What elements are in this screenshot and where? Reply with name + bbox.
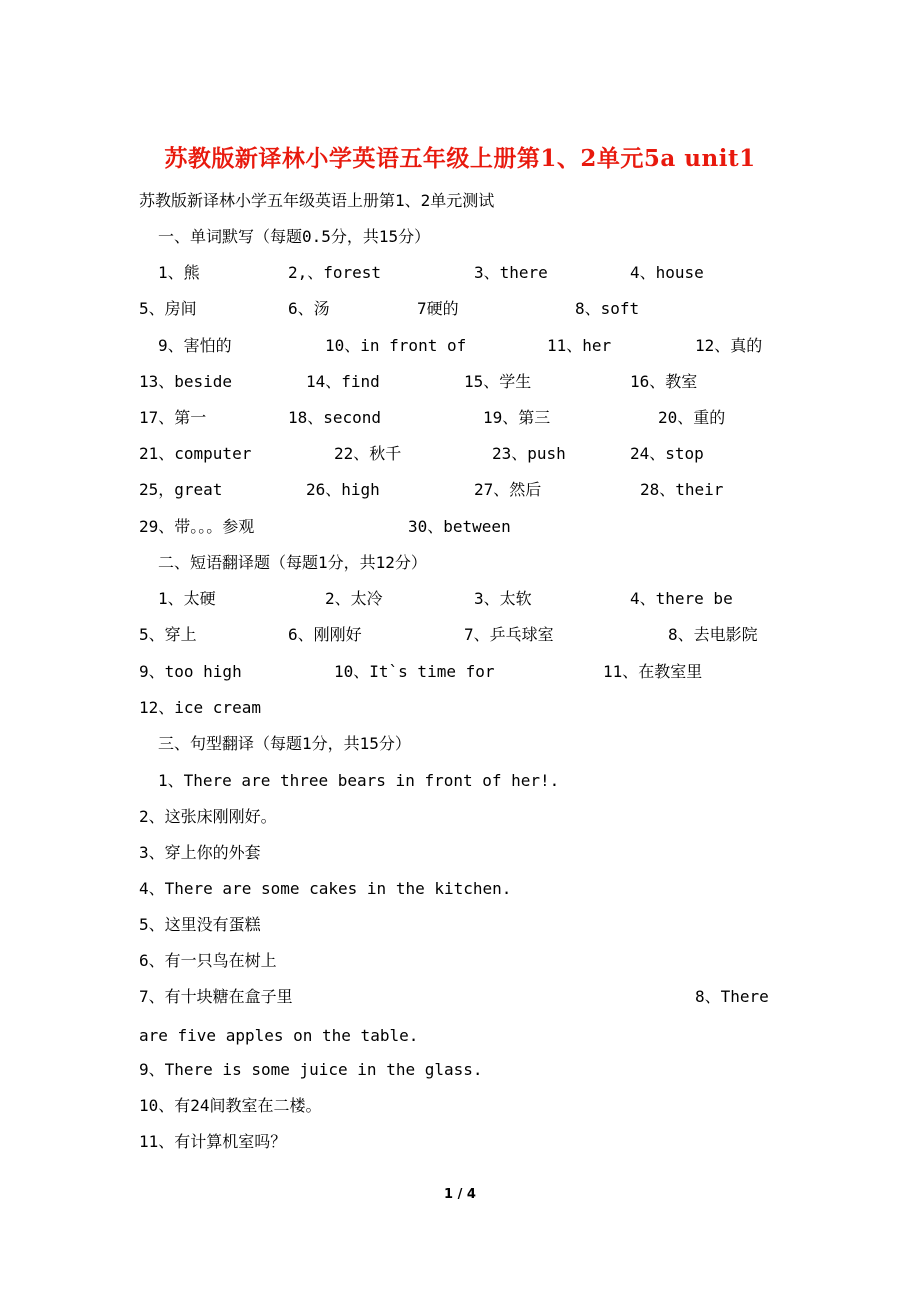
sentence-item: are five apples on the table. <box>139 1026 419 1045</box>
word-item: 29、带。。。参观 <box>139 517 255 536</box>
sentence-item: 11、有计算机室吗？ <box>139 1132 287 1151</box>
sentence-item: 10、有24间教室在二楼。 <box>139 1096 322 1115</box>
phrase-item: 7、乒乓球室 <box>464 625 554 644</box>
word-item: 15、学生 <box>464 372 532 391</box>
word-item: 8、soft <box>575 299 640 318</box>
word-item: 9、害怕的 <box>158 336 232 355</box>
phrase-item: 11、在教室里 <box>603 662 703 681</box>
section-2-heading: 二、短语翻译题（每题1分，共12分） <box>158 553 427 572</box>
phrase-item: 3、太软 <box>474 589 532 608</box>
phrase-item: 10、It`s time for <box>334 662 495 681</box>
phrase-item: 1、太硬 <box>158 589 216 608</box>
word-item: 25，great <box>139 480 223 499</box>
word-item: 23、push <box>492 444 566 463</box>
word-item: 7硬的 <box>417 299 459 318</box>
word-item: 22、秋千 <box>334 444 402 463</box>
word-item: 5、房间 <box>139 299 197 318</box>
word-item: 19、第三 <box>483 408 551 427</box>
word-item: 12、真的 <box>695 336 763 355</box>
sentence-item: 8、There <box>695 987 769 1006</box>
word-item: 16、教室 <box>630 372 698 391</box>
sentence-item: 2、这张床刚刚好。 <box>139 807 277 826</box>
word-item: 13、beside <box>139 372 233 391</box>
word-item: 4、house <box>630 263 704 282</box>
phrase-item: 4、there be <box>630 589 733 608</box>
subtitle: 苏教版新译林小学五年级英语上册第1、2单元测试 <box>139 191 495 210</box>
section-3-heading: 三、句型翻译（每题1分，共15分） <box>158 734 411 753</box>
document-title: 苏教版新译林小学英语五年级上册第1、2单元5a unit1 <box>164 145 756 172</box>
word-item: 17、第一 <box>139 408 207 427</box>
word-item: 2,、forest <box>288 263 382 282</box>
word-item: 6、汤 <box>288 299 330 318</box>
word-item: 18、second <box>288 408 382 427</box>
word-item: 20、重的 <box>658 408 726 427</box>
phrase-item: 9、too high <box>139 662 242 681</box>
page-number: 1 / 4 <box>444 1187 476 1202</box>
word-item: 14、find <box>306 372 380 391</box>
phrase-item: 2、太冷 <box>325 589 383 608</box>
word-item: 11、her <box>547 336 612 355</box>
sentence-item: 4、There are some cakes in the kitchen. <box>139 879 512 898</box>
word-item: 26、high <box>306 480 380 499</box>
sentence-item: 9、There is some juice in the glass. <box>139 1060 483 1079</box>
word-item: 3、there <box>474 263 548 282</box>
phrase-item: 8、去电影院 <box>668 625 758 644</box>
sentence-item: 1、There are three bears in front of her!. <box>158 771 560 790</box>
phrase-item: 5、穿上 <box>139 625 197 644</box>
word-item: 24、stop <box>630 444 704 463</box>
sentence-item: 7、有十块糖在盒子里 <box>139 987 293 1006</box>
sentence-item: 5、这里没有蛋糕 <box>139 915 261 934</box>
word-item: 28、their <box>640 480 724 499</box>
word-item: 21、computer <box>139 444 252 463</box>
word-item: 30、between <box>408 517 511 536</box>
phrase-item: 6、刚刚好 <box>288 625 362 644</box>
section-1-heading: 一、单词默写（每题0.5分，共15分） <box>158 227 431 246</box>
sentence-item: 6、有一只鸟在树上 <box>139 951 277 970</box>
sentence-item: 3、穿上你的外套 <box>139 843 261 862</box>
word-item: 1、熊 <box>158 263 200 282</box>
phrase-item: 12、ice cream <box>139 698 261 717</box>
word-item: 10、in front of <box>325 336 467 355</box>
word-item: 27、然后 <box>474 480 542 499</box>
